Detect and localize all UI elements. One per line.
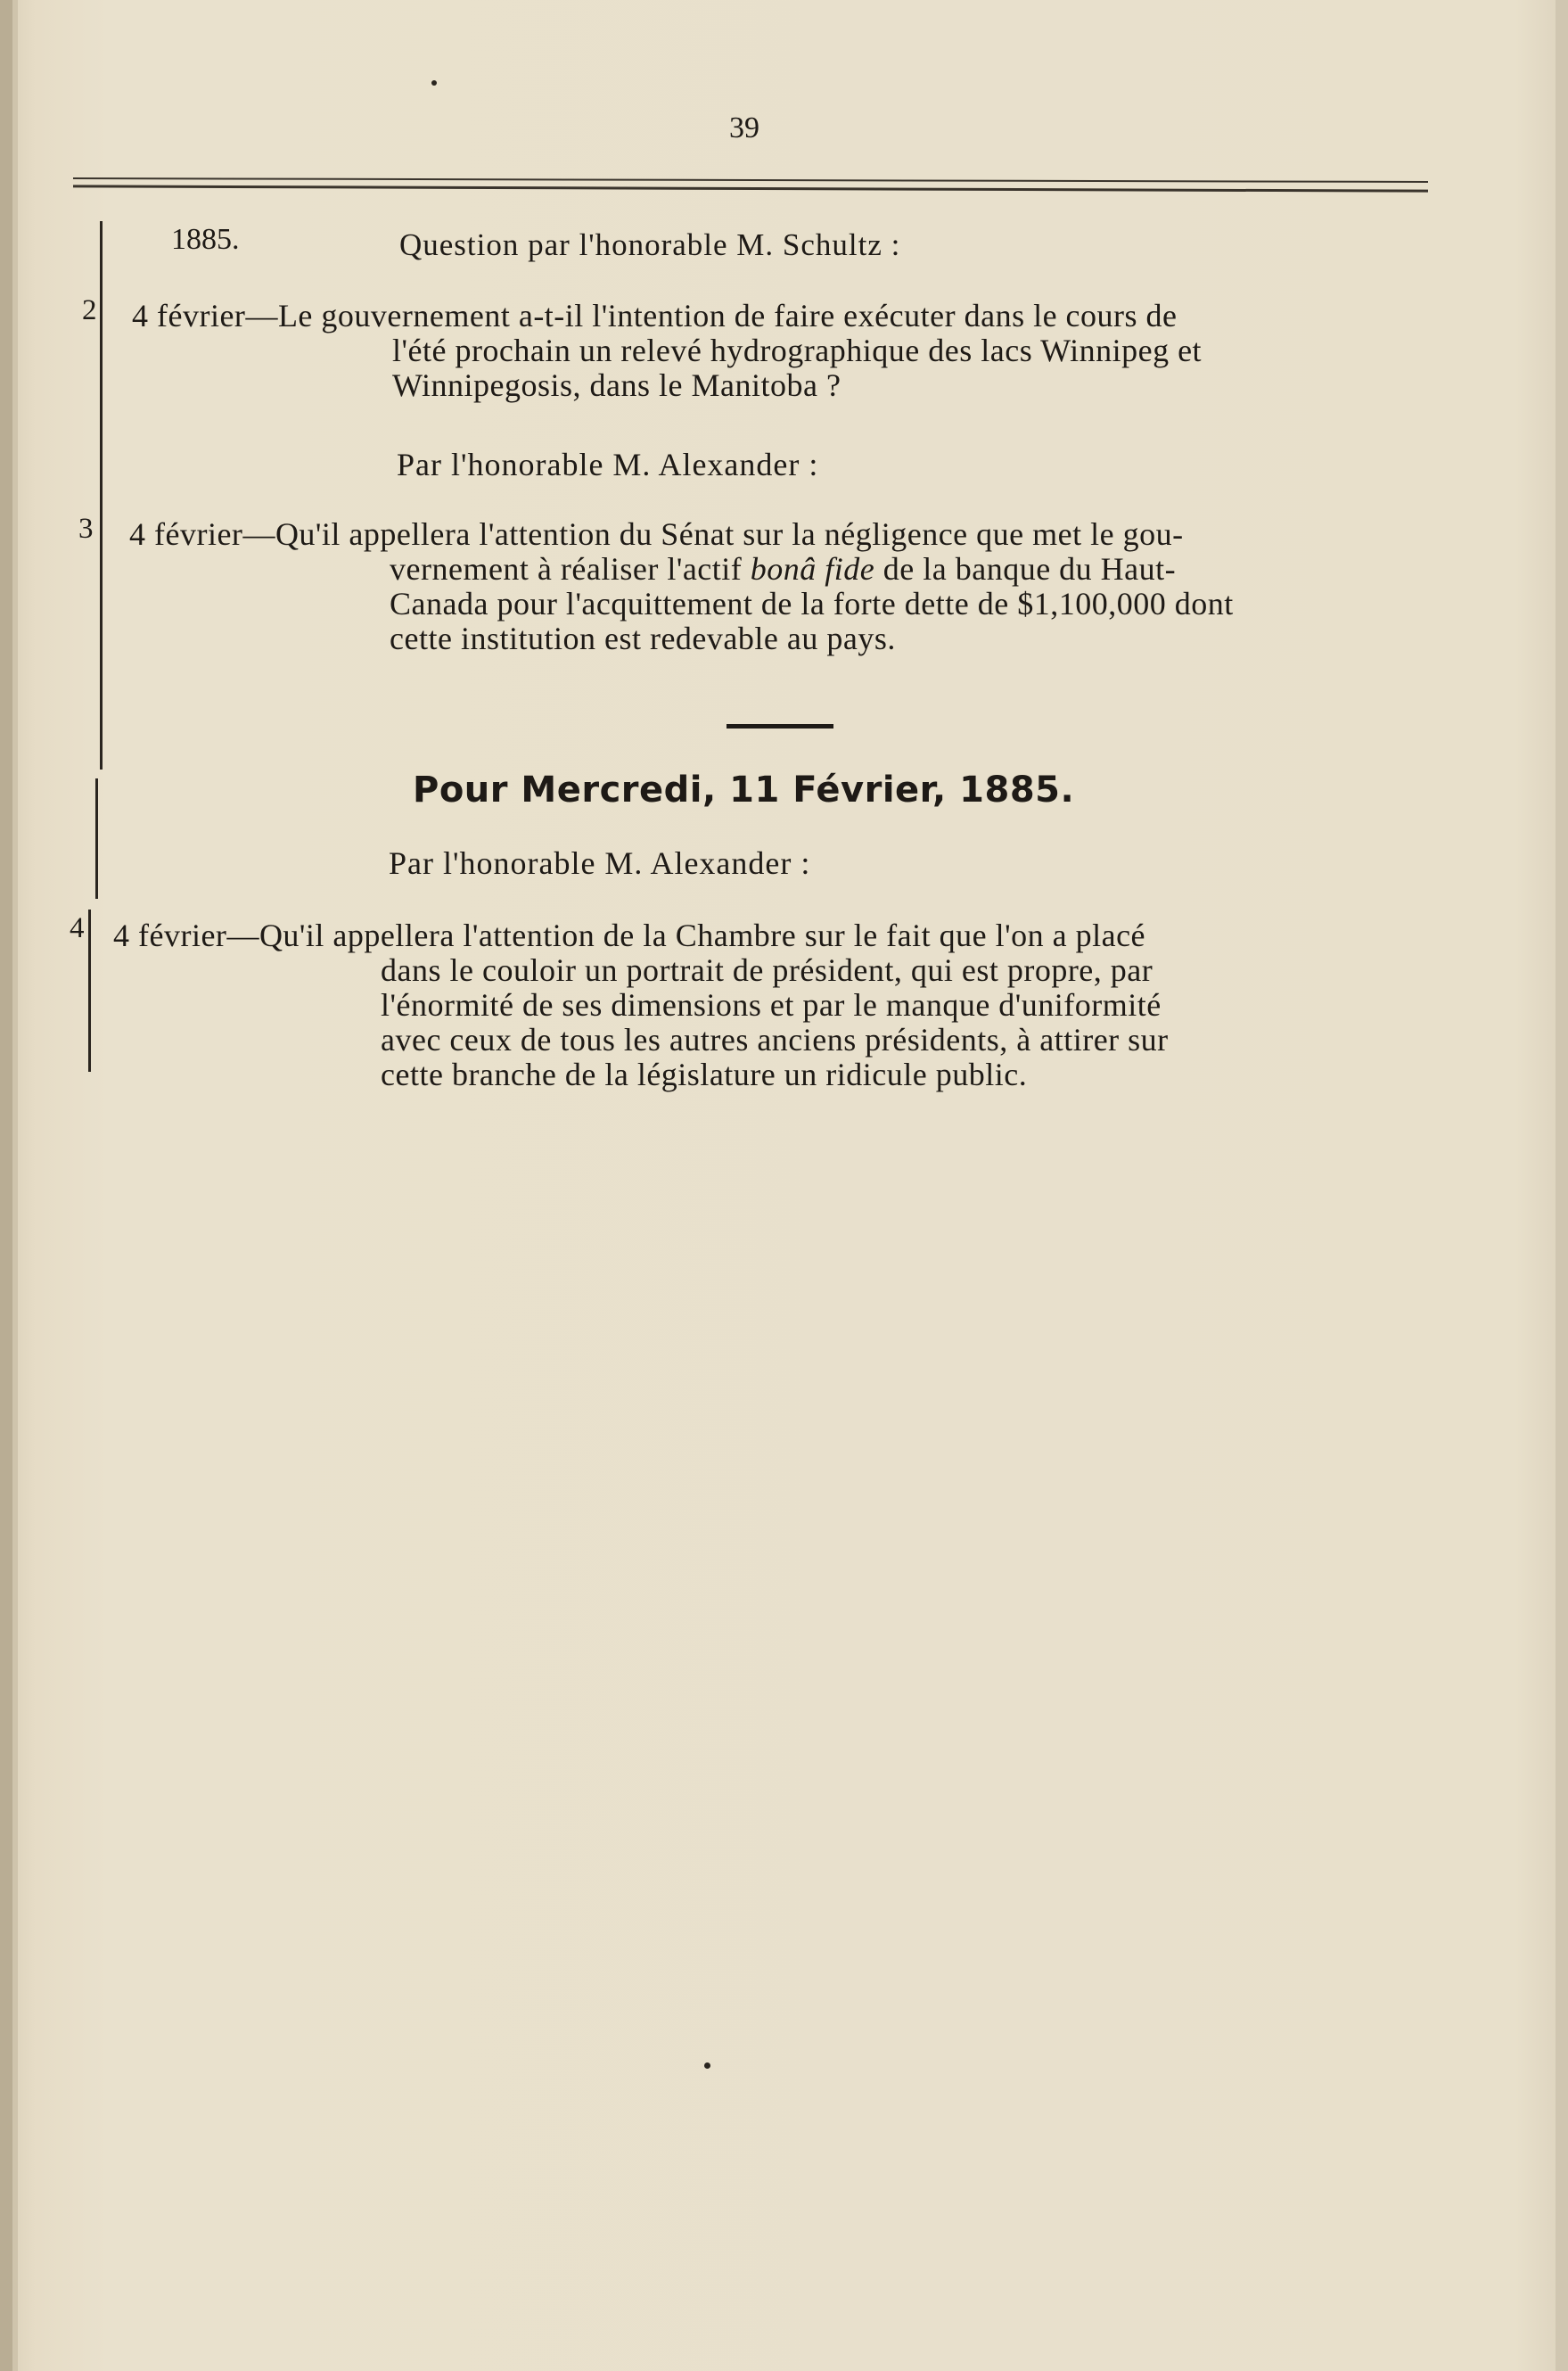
author-heading-alexander-2: Par l'honorable M. Alexander : — [389, 845, 811, 881]
question-4-date: 4 février — [113, 918, 227, 953]
question-3-line-4: cette institution est redevable au pays. — [390, 621, 896, 656]
question-2-text — [132, 299, 1433, 403]
question-2-line-2: l'été prochain un relevé hydrographique des lacs Winnipeg et — [392, 333, 1203, 368]
question-2-line-3: Winnipegosis, dans le Manitoba ? — [392, 367, 841, 403]
question-3-line-2b: de la banque du Haut- — [874, 551, 1177, 587]
margin-line-2 — [95, 778, 98, 899]
question-2-date: 4 février — [132, 298, 246, 333]
question-3-text — [129, 517, 1431, 656]
question-3-line-1: —Qu'il appellera l'attention du Sénat sur la négligence que met le gou- — [242, 516, 1184, 552]
question-4-line-3: l'énormité de ses dimensions et par le manque d'uniformité — [381, 987, 1162, 1023]
margin-line-1 — [100, 221, 103, 770]
question-number-3: 3 — [78, 513, 94, 545]
question-4-line-5: cette branche de la législature un ridicule public. — [381, 1057, 1028, 1092]
margin-line-3 — [88, 910, 91, 1072]
question-3-date: 4 février — [129, 516, 243, 552]
bona-fide-italic: bonâ fide — [750, 551, 875, 587]
page-edge — [1556, 0, 1568, 2371]
binding-edge — [0, 0, 12, 2371]
year-label: 1885. — [171, 223, 240, 256]
question-3-line-2a: vernement à réaliser l'actif — [390, 551, 751, 587]
question-number-2: 2 — [82, 294, 97, 326]
section-title: Pour Mercredi, 11 Février, 1885. — [413, 770, 1075, 811]
question-2-line-1: —Le gouvernement a-t-il l'intention de faire exécuter dans le cours de — [245, 298, 1178, 333]
question-4-line-1: —Qu'il appellera l'attention de la Chambre sur le fait que l'on a placé — [226, 918, 1146, 953]
section-divider — [727, 724, 833, 729]
question-4-line-2: dans le couloir un portrait de président, qui est propre, par — [381, 952, 1153, 988]
question-number-4: 4 — [70, 912, 85, 944]
question-3-line-3: Canada pour l'acquittement de la forte dette de $1,100,000 dont — [390, 586, 1234, 622]
question-heading-schultz: Question par l'honorable M. Schultz : — [399, 227, 901, 262]
question-4-line-4: avec ceux de tous les autres anciens présidents, à attirer sur — [381, 1022, 1169, 1058]
ink-speck — [704, 2062, 710, 2069]
author-heading-alexander-1: Par l'honorable M. Alexander : — [397, 447, 819, 482]
question-4-text — [113, 918, 1433, 1092]
page-number: 39 — [729, 111, 759, 144]
question-3-line-2 — [129, 552, 1431, 587]
ink-speck-top — [431, 80, 437, 86]
binding-shadow — [12, 0, 18, 2371]
